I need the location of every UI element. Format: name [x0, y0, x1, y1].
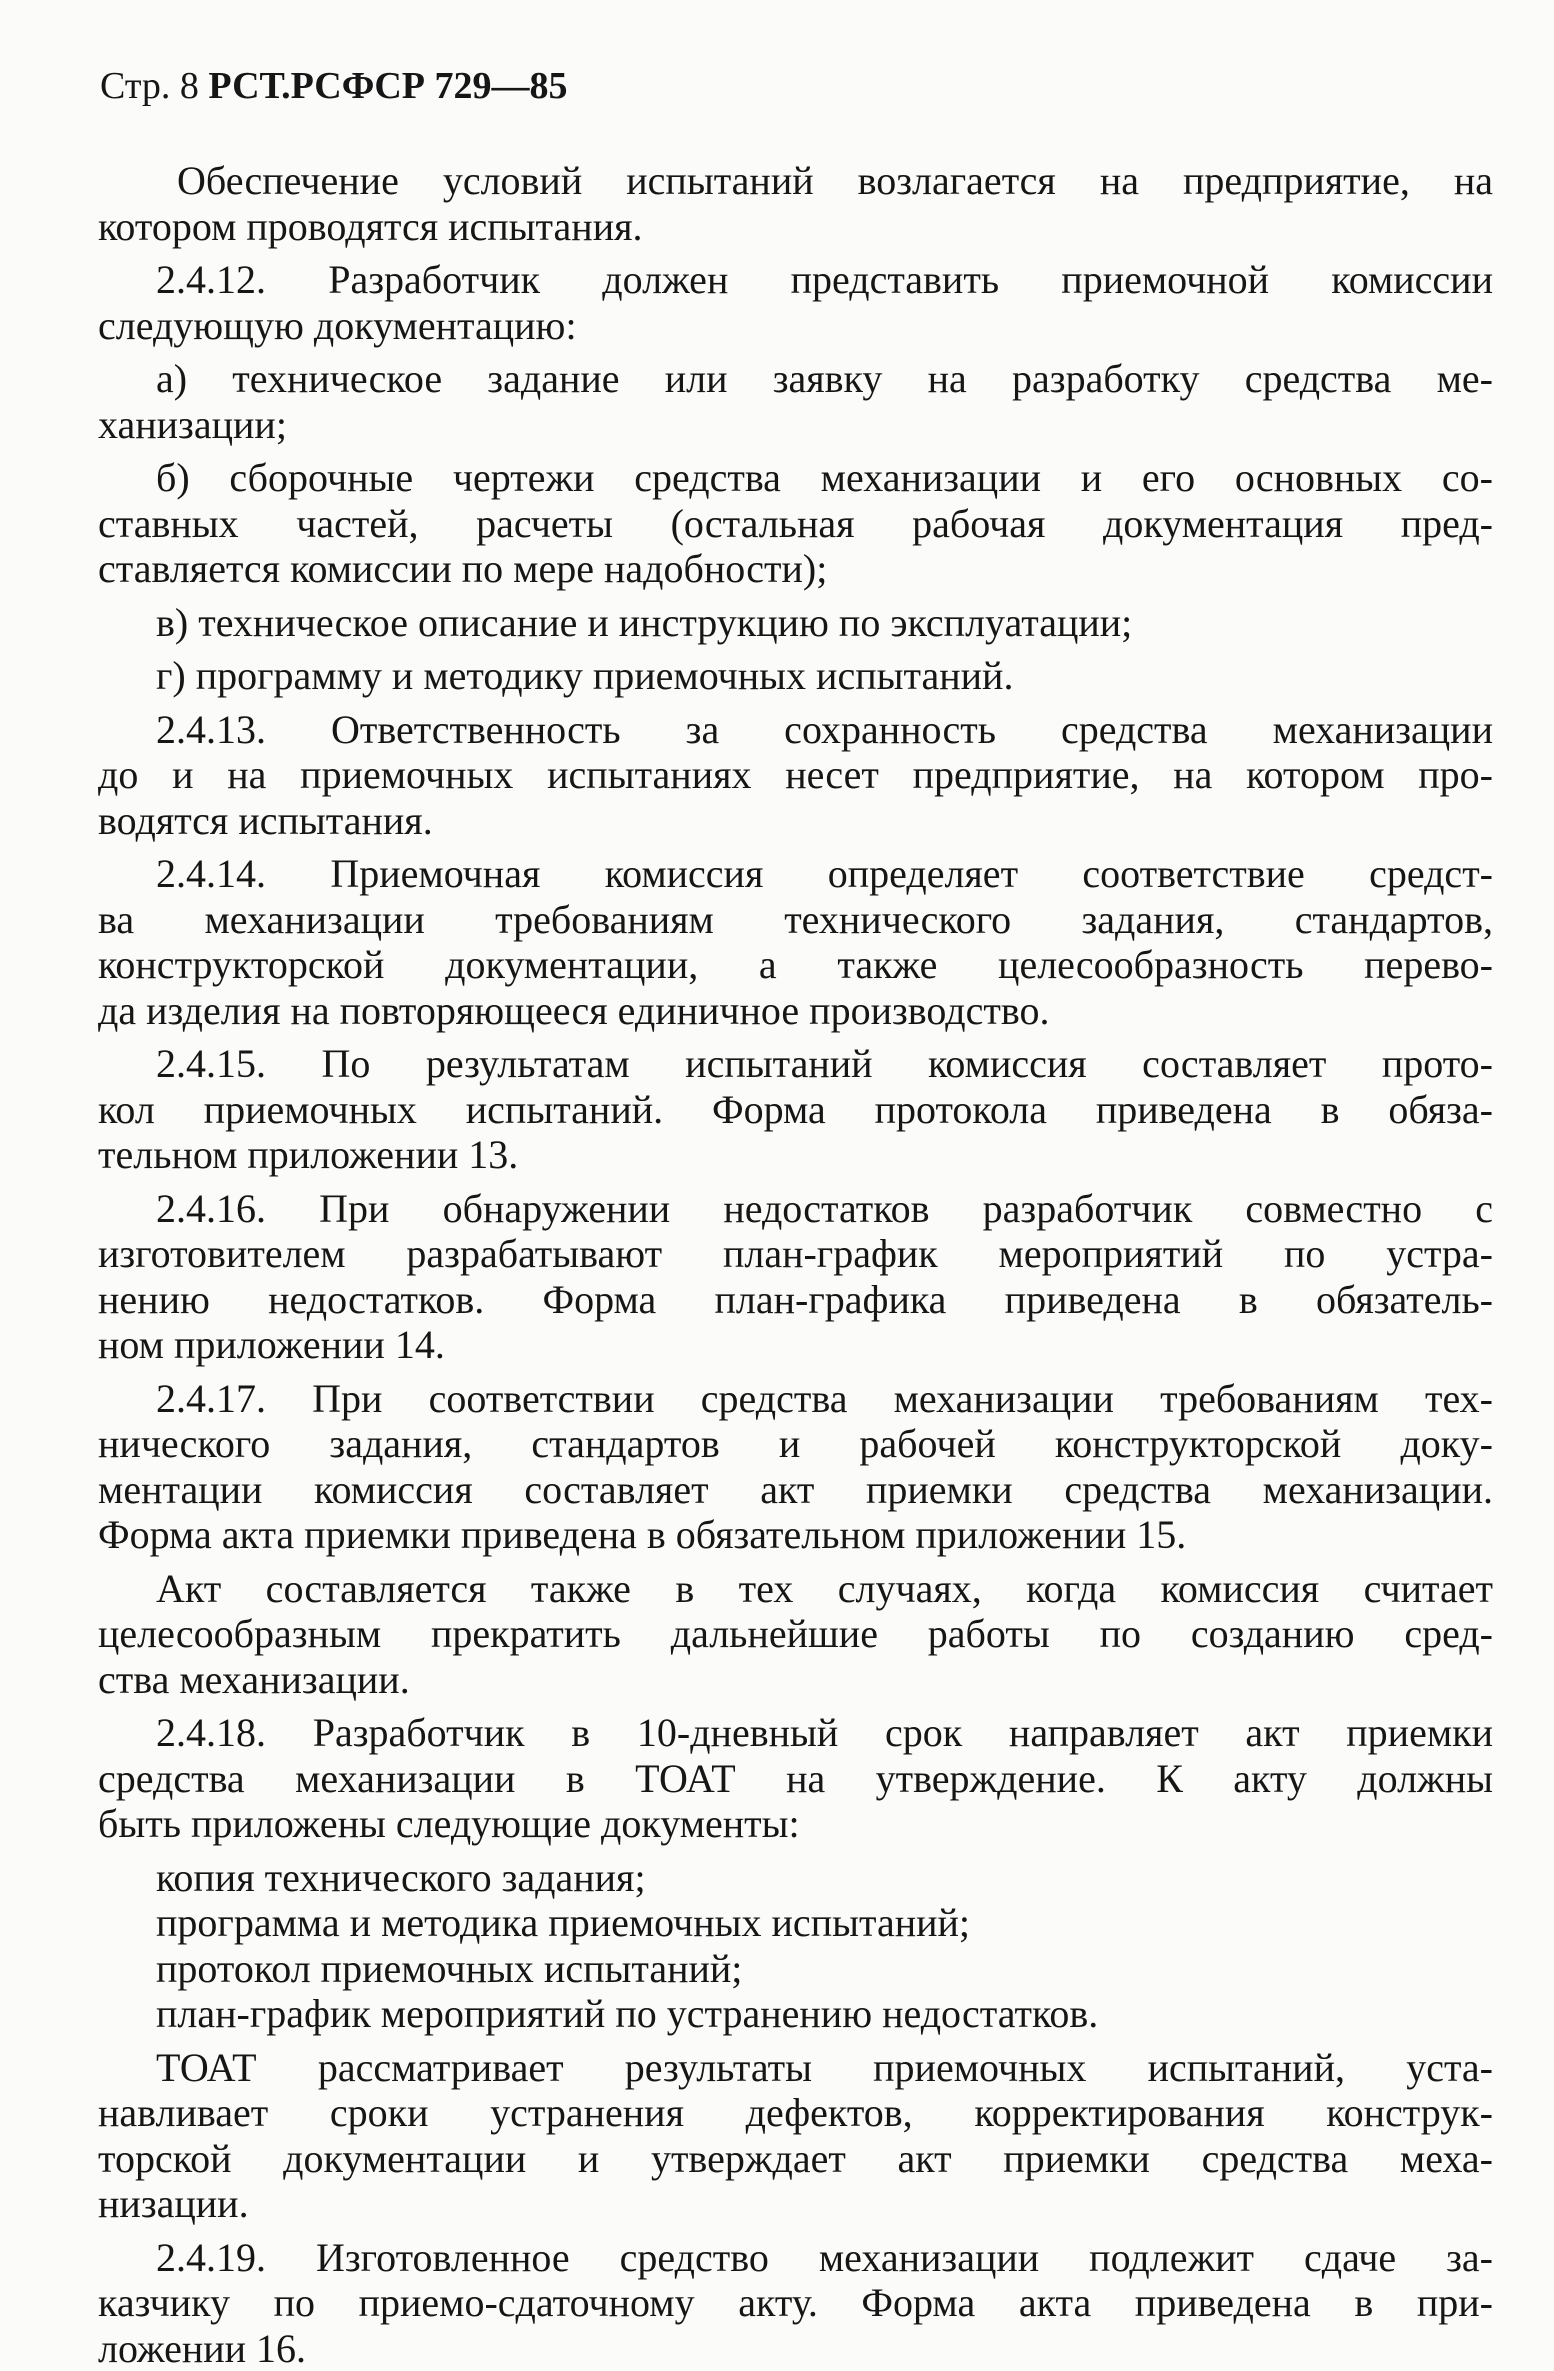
text-line: целесообразным прекратить дальнейшие работы по созданию сред- — [98, 1611, 1493, 1657]
text-line: ства механизации. — [98, 1657, 1493, 1703]
text-line: следующую документацию: — [98, 303, 1493, 349]
page-number: Стр. 8 — [100, 65, 199, 107]
text-line: в) техническое описание и инструкцию по эксплуатации; — [98, 600, 1493, 646]
text-line: ментации комиссия составляет акт приемки средства механизации. — [98, 1467, 1493, 1513]
text-line: Акт составляется также в тех случаях, когда комиссия считает — [98, 1566, 1493, 1612]
text-line: тельном приложении 13. — [98, 1132, 1493, 1178]
text-line: копия технического задания; — [98, 1855, 1493, 1901]
text-line: 2.4.17. При соответствии средства механизации требованиям тех- — [98, 1376, 1493, 1422]
text-line: быть приложены следующие документы: — [98, 1801, 1493, 1847]
text-line: конструкторской документации, а также целесообразность перево- — [98, 942, 1493, 988]
text-line: до и на приемочных испытаниях несет предприятие, на котором про- — [98, 752, 1493, 798]
text-line: казчику по приемо-сдаточному акту. Форма акта приведена в при- — [98, 2280, 1493, 2326]
text-line: 2.4.16. При обнаружении недостатков разработчик совместно с — [98, 1186, 1493, 1232]
text-line: изготовителем разрабатывают план-график мероприятий по устра- — [98, 1231, 1493, 1277]
text-line: 2.4.14. Приемочная комиссия определяет соответствие средст- — [98, 851, 1493, 897]
document-body — [98, 158, 1493, 2371]
text-line: 2.4.18. Разработчик в 10-дневный срок направляет акт приемки — [98, 1710, 1493, 1756]
text-line: ставных частей, расчеты (остальная рабочая документация пред- — [98, 501, 1493, 547]
text-line: ва механизации требованиям технического задания, стандартов, — [98, 897, 1493, 943]
text-line: торской документации и утверждает акт приемки средства меха- — [98, 2136, 1493, 2182]
text-line: 2.4.19. Изготовленное средство механизации подлежит сдаче за- — [98, 2235, 1493, 2281]
text-line: ставляется комиссии по мере надобности); — [98, 546, 1493, 592]
text-line: нению недостатков. Форма план-графика приведена в обязатель- — [98, 1277, 1493, 1323]
text-line: а) техническое задание или заявку на разработку средства ме- — [98, 356, 1493, 402]
standard-designation: РСТ.РСФСР 729—85 — [208, 65, 567, 107]
text-line: ном приложении 14. — [98, 1322, 1493, 1368]
page-header — [100, 60, 568, 112]
text-line: план-график мероприятий по устранению недостатков. — [98, 1991, 1493, 2037]
text-line: 2.4.15. По результатам испытаний комиссия составляет прото- — [98, 1041, 1493, 1087]
text-line: навливает сроки устранения дефектов, корректирования конструк- — [98, 2090, 1493, 2136]
text-line: 2.4.13. Ответственность за сохранность средства механизации — [98, 707, 1493, 753]
text-line: Обеспечение условий испытаний возлагается на предприятие, на — [98, 158, 1493, 204]
text-line: г) программу и методику приемочных испытаний. — [98, 653, 1493, 699]
text-line: ложении 16. — [98, 2326, 1493, 2371]
text-line: Форма акта приемки приведена в обязательном приложении 15. — [98, 1512, 1493, 1558]
text-line: ханизации; — [98, 402, 1493, 448]
text-line: да изделия на повторяющееся единичное производство. — [98, 988, 1493, 1034]
text-line: ТОАТ рассматривает результаты приемочных испытаний, уста- — [98, 2045, 1493, 2091]
text-line: программа и методика приемочных испытаний; — [98, 1900, 1493, 1946]
text-line: кол приемочных испытаний. Форма протокола приведена в обяза- — [98, 1087, 1493, 1133]
text-line: низации. — [98, 2181, 1493, 2227]
text-line: котором проводятся испытания. — [98, 204, 1493, 250]
text-line: протокол приемочных испытаний; — [98, 1946, 1493, 1992]
text-line: 2.4.12. Разработчик должен представить приемочной комиссии — [98, 257, 1493, 303]
text-line: нического задания, стандартов и рабочей конструкторской доку- — [98, 1421, 1493, 1467]
text-line: средства механизации в ТОАТ на утверждение. К акту должны — [98, 1756, 1493, 1802]
text-line: б) сборочные чертежи средства механизации и его основных со- — [98, 455, 1493, 501]
text-line: водятся испытания. — [98, 798, 1493, 844]
